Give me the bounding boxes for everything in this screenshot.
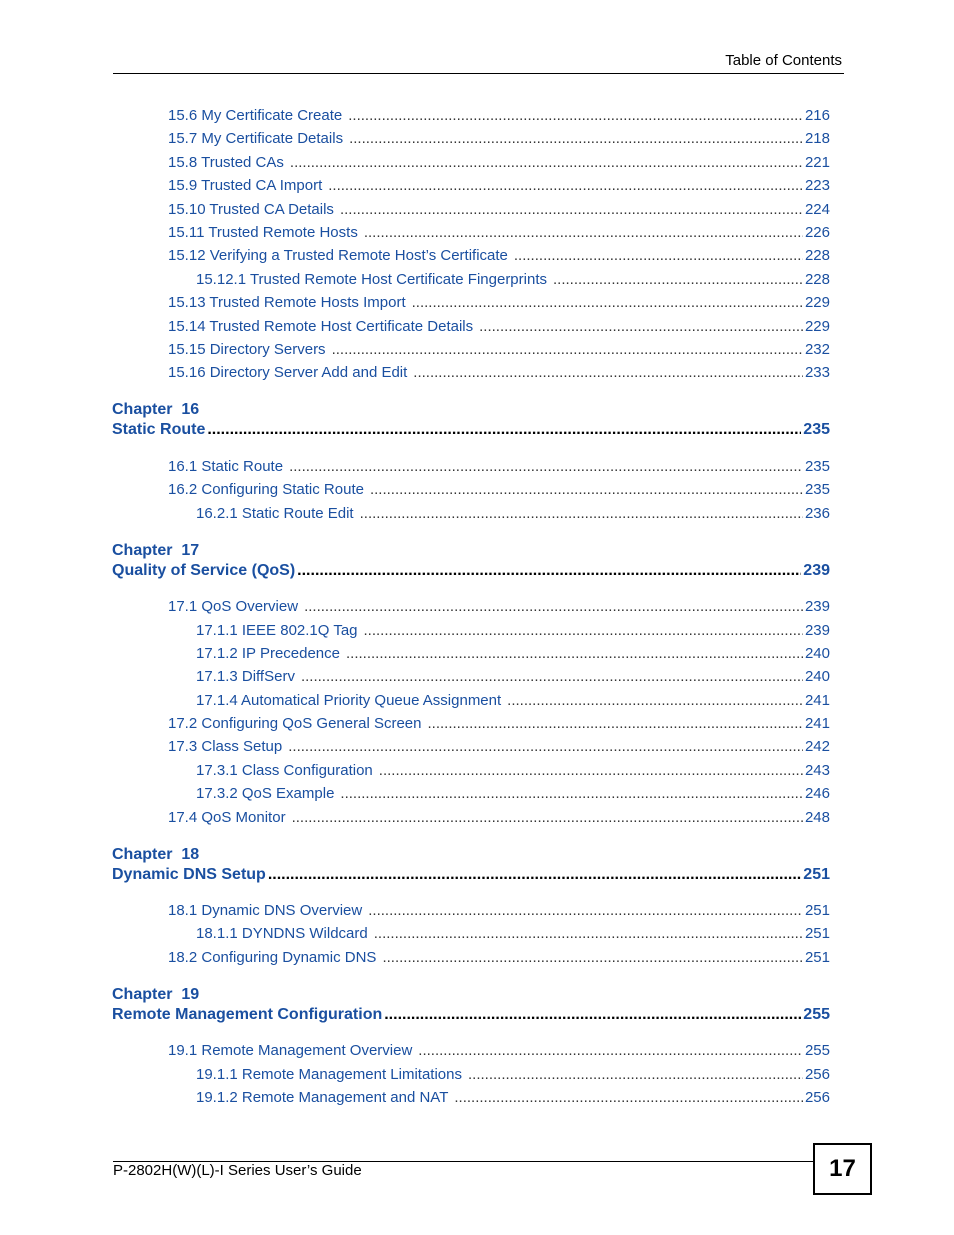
toc-entry-label: 15.11 Trusted Remote Hosts (168, 224, 358, 241)
chapter-title-entry[interactable] (112, 866, 830, 884)
chapter-title: Remote Management Configuration (112, 1006, 383, 1023)
toc-entry-label: 15.10 Trusted CA Details (168, 201, 334, 218)
toc-entry-label: 17.3.1 Class Configuration (196, 762, 373, 779)
dot-leader (379, 762, 803, 779)
toc-entry[interactable] (168, 154, 830, 171)
dot-leader (348, 107, 803, 124)
toc-entry-label: 16.2.1 Static Route Edit (196, 505, 354, 522)
toc-entry-label: 15.6 My Certificate Create (168, 107, 343, 124)
toc-subentry[interactable] (196, 622, 830, 639)
toc-entry-page: 251 (804, 949, 830, 966)
dot-leader (370, 481, 803, 498)
chapter-title: Dynamic DNS Setup (112, 866, 266, 883)
toc-entry-label: 18.1.1 DYNDNS Wildcard (196, 925, 368, 942)
toc-subentry[interactable] (196, 645, 830, 662)
toc-entry-label: 19.1.2 Remote Management and NAT (196, 1089, 449, 1106)
dot-leader (368, 902, 803, 919)
dot-leader (340, 785, 803, 802)
toc-entry-page: 239 (804, 598, 830, 615)
toc-entry-page: 242 (804, 738, 830, 755)
toc-entry-page: 229 (804, 294, 830, 311)
toc-entry-page: 218 (804, 130, 830, 147)
dot-leader (384, 1006, 801, 1024)
toc-entry[interactable] (168, 809, 830, 826)
toc-entry-page: 239 (804, 622, 830, 639)
toc-entry-label: 17.1.4 Automatical Priority Queue Assignment (196, 692, 502, 709)
dot-leader (382, 949, 803, 966)
chapter-title: Static Route (112, 421, 206, 438)
toc-entry[interactable] (168, 715, 830, 732)
toc-entry-page: 256 (804, 1066, 830, 1083)
toc-subentry[interactable] (196, 692, 830, 709)
toc-entry-page: 246 (804, 785, 830, 802)
chapter-title: Quality of Service (QoS) (112, 562, 296, 579)
toc-entry-label: 18.2 Configuring Dynamic DNS (168, 949, 377, 966)
page-number-box (813, 1143, 872, 1195)
toc-entry[interactable] (168, 177, 830, 194)
chapter-label: Chapter 17 (112, 542, 200, 559)
toc-entry-page: 235 (804, 458, 830, 475)
toc-entry[interactable] (168, 481, 830, 498)
page-number: 17 (829, 1155, 856, 1182)
dot-leader (418, 1042, 803, 1059)
toc-entry[interactable] (168, 949, 830, 966)
toc-entry-page: 240 (804, 645, 830, 662)
toc-entry-label: 19.1 Remote Management Overview (168, 1042, 413, 1059)
toc-entry-page: 216 (804, 107, 830, 124)
toc-entry-page: 251 (804, 925, 830, 942)
toc-entry[interactable] (168, 107, 830, 124)
toc-entry-label: 15.7 My Certificate Details (168, 130, 344, 147)
dot-leader (454, 1089, 803, 1106)
chapter-page: 255 (803, 1006, 830, 1023)
header-divider (113, 73, 844, 74)
dot-leader (374, 925, 803, 942)
dot-leader (468, 1066, 803, 1083)
toc-entry-page: 224 (804, 201, 830, 218)
toc-entry[interactable] (168, 294, 830, 311)
chapter-page: 239 (803, 562, 830, 579)
toc-entry-label: 17.4 QoS Monitor (168, 809, 286, 826)
toc-entry-label: 16.2 Configuring Static Route (168, 481, 364, 498)
toc-entry[interactable] (168, 341, 830, 358)
toc-entry-page: 241 (804, 692, 830, 709)
chapter-title-entry[interactable] (112, 1006, 830, 1024)
toc-entry[interactable] (168, 247, 830, 264)
toc-entry[interactable] (168, 224, 830, 241)
dot-leader (364, 224, 803, 241)
dot-leader (346, 645, 803, 662)
dot-leader (268, 866, 801, 884)
dot-leader (364, 622, 803, 639)
dot-leader (292, 809, 803, 826)
toc-entry-page: 229 (804, 318, 830, 335)
toc-entry-page: 232 (804, 341, 830, 358)
chapter-page: 251 (803, 866, 830, 883)
toc-entry-page: 255 (804, 1042, 830, 1059)
toc-subentry[interactable] (196, 925, 830, 942)
dot-leader (507, 692, 803, 709)
chapter-label: Chapter 16 (112, 401, 200, 418)
toc-entry-page: 241 (804, 715, 830, 732)
toc-entry-label: 15.12 Verifying a Trusted Remote Host’s Certificate (168, 247, 508, 264)
toc-entry-label: 15.13 Trusted Remote Hosts Import (168, 294, 406, 311)
toc-entry-label: 15.16 Directory Server Add and Edit (168, 364, 408, 381)
toc-entry-label: 17.2 Configuring QoS General Screen (168, 715, 422, 732)
dot-leader (304, 598, 803, 615)
toc-entry-label: 17.3 Class Setup (168, 738, 283, 755)
dot-leader (349, 130, 803, 147)
dot-leader (413, 364, 803, 381)
toc-entry-label: 17.1.1 IEEE 802.1Q Tag (196, 622, 358, 639)
toc-entry-label: 17.3.2 QoS Example (196, 785, 335, 802)
chapter-page: 235 (803, 421, 830, 438)
toc-entry[interactable] (168, 738, 830, 755)
toc-entry-page: 233 (804, 364, 830, 381)
toc-entry-page: 251 (804, 902, 830, 919)
toc-subentry[interactable] (196, 785, 830, 802)
dot-leader (360, 505, 803, 522)
toc-subentry[interactable] (196, 1066, 830, 1083)
toc-subentry[interactable] (196, 271, 830, 288)
dot-leader (328, 177, 803, 194)
toc-entry-label: 17.1 QoS Overview (168, 598, 299, 615)
toc-entry[interactable] (168, 130, 830, 147)
toc-entry-label: 15.14 Trusted Remote Host Certificate Details (168, 318, 474, 335)
chapter-title-entry[interactable] (112, 562, 830, 580)
chapter-title-entry[interactable] (112, 421, 830, 439)
toc-entry[interactable] (168, 598, 830, 615)
toc-entry-page: 248 (804, 809, 830, 826)
toc-entry-page: 226 (804, 224, 830, 241)
toc-entry[interactable] (168, 201, 830, 218)
chapter-label: Chapter 18 (112, 846, 200, 863)
dot-leader (290, 154, 803, 171)
toc-entry-page: 236 (804, 505, 830, 522)
dot-leader (479, 318, 803, 335)
toc-entry-label: 15.8 Trusted CAs (168, 154, 284, 171)
toc-entry-label: 16.1 Static Route (168, 458, 284, 475)
running-header: Table of Contents (725, 52, 842, 69)
toc-entry[interactable] (168, 364, 830, 381)
toc-entry-label: 17.1.3 DiffServ (196, 668, 295, 685)
toc-entry-label: 15.9 Trusted CA Import (168, 177, 323, 194)
toc-subentry[interactable] (196, 505, 830, 522)
dot-leader (514, 247, 803, 264)
dot-leader (340, 201, 803, 218)
toc-entry-label: 15.15 Directory Servers (168, 341, 326, 358)
toc-entry[interactable] (168, 318, 830, 335)
toc-subentry[interactable] (196, 762, 830, 779)
toc-entry-page: 228 (804, 271, 830, 288)
toc-entry-label: 18.1 Dynamic DNS Overview (168, 902, 363, 919)
toc-entry[interactable] (168, 1042, 830, 1059)
toc-entry-label: 15.12.1 Trusted Remote Host Certificate Fingerprints (196, 271, 547, 288)
dot-leader (301, 668, 803, 685)
toc-entry-page: 240 (804, 668, 830, 685)
toc-entry-page: 256 (804, 1089, 830, 1106)
footer-guide-title: P-2802H(W)(L)-I Series User’s Guide (113, 1162, 362, 1179)
toc-entry-page: 235 (804, 481, 830, 498)
dot-leader (427, 715, 802, 732)
dot-leader (332, 341, 803, 358)
dot-leader (289, 458, 803, 475)
chapter-label: Chapter 19 (112, 986, 200, 1003)
toc-entry[interactable] (168, 902, 830, 919)
dot-leader (412, 294, 803, 311)
toc-subentry[interactable] (196, 1089, 830, 1106)
dot-leader (288, 738, 803, 755)
toc-entry-label: 19.1.1 Remote Management Limitations (196, 1066, 462, 1083)
dot-leader (553, 271, 803, 288)
toc-entry-page: 243 (804, 762, 830, 779)
toc-entry[interactable] (168, 458, 830, 475)
toc-entry-label: 17.1.2 IP Precedence (196, 645, 340, 662)
toc-entry-page: 221 (804, 154, 830, 171)
dot-leader (297, 562, 801, 580)
toc-entry-page: 223 (804, 177, 830, 194)
toc-entry-page: 228 (804, 247, 830, 264)
toc-subentry[interactable] (196, 668, 830, 685)
dot-leader (207, 421, 801, 439)
